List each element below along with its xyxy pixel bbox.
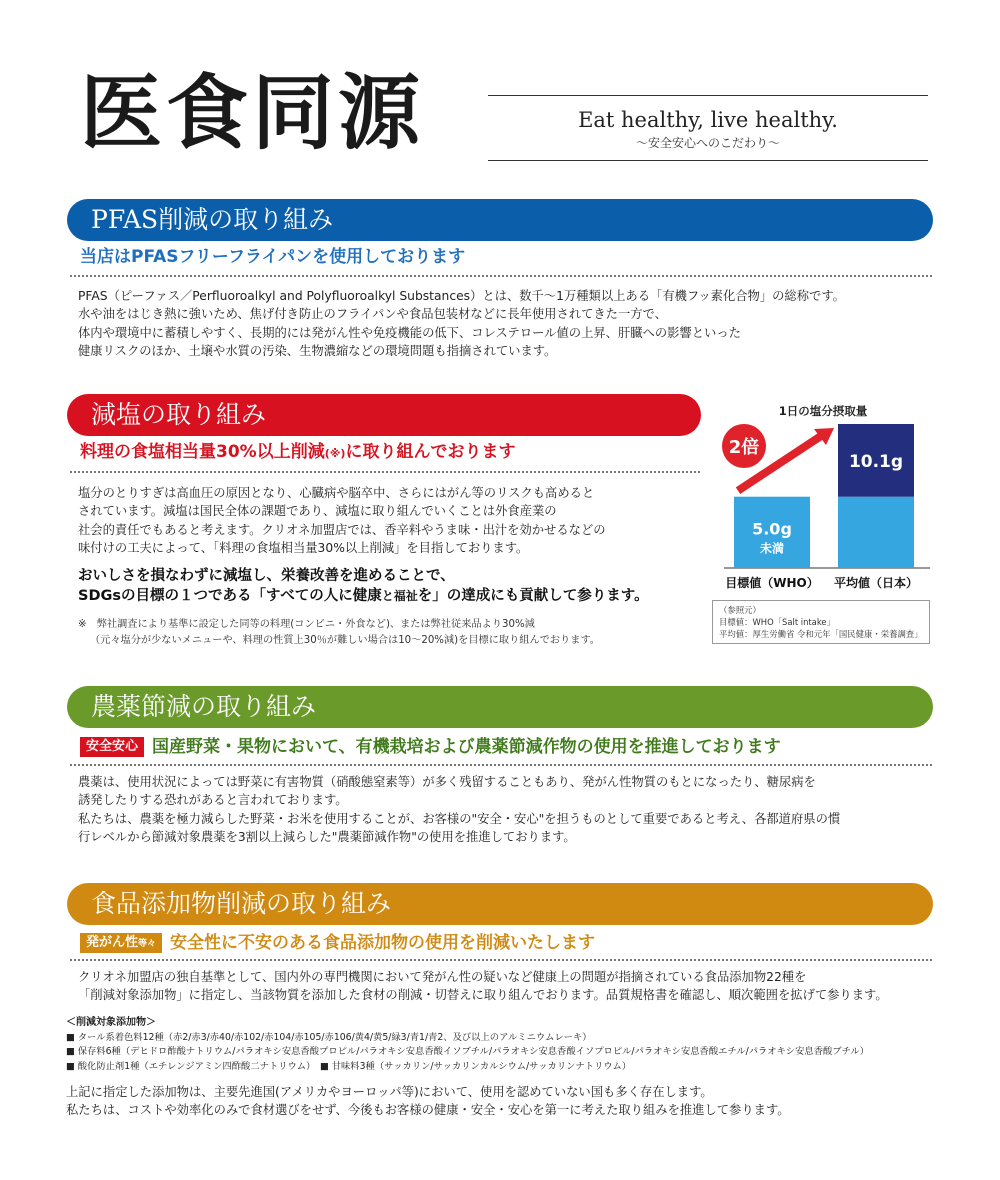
carcinogen-tag	[80, 933, 162, 953]
safety-tag: 安全安心	[80, 737, 144, 757]
salt-bold-line2	[78, 586, 649, 606]
chart-value-label-average: 10.1g	[848, 452, 904, 472]
additive-closing	[66, 1083, 790, 1120]
salt-bold-line2a: SDGsの目標の１つである「すべての人に健康	[78, 588, 382, 604]
additive-closing-line: 私たちは、コストや効率化のみで食材選びをせず、今後もお客様の健康・安全・安心を第一に考えた取り組みを推進して参ります。	[66, 1103, 790, 1118]
salt-note1: ※ 弊社調査により基準に設定した同等の料理(コンビニ・外食など)、または弊社従来品より30%減	[78, 619, 535, 630]
chart-reference-line: 目標値：WHO「Salt intake」	[719, 617, 835, 627]
pfas-divider	[70, 275, 932, 277]
salt-bold-line2c: を」の達成にも貢献して参ります。	[417, 588, 649, 604]
pfas-subtitle: 当店はPFASフリーフライパンを使用しております	[80, 247, 466, 267]
tagline: Eat healthy, live healthy.	[578, 108, 838, 132]
salt-bold-statement	[78, 566, 649, 606]
chart-bar-average-lower	[838, 497, 914, 568]
pesticide-divider	[70, 764, 932, 766]
salt-body-line: 社会的責任でもあると考えます。クリオネ加盟店では、香辛料やうま味・出汁を効かせるなどの	[78, 522, 606, 537]
additive-list-item: ■ 保存料6種（デヒドロ酢酸ナトリウム/パラオキシ安息香酸プロピル/パラオキシ安息香酸イソブチル/パラオキシ安息香酸イソプロピル/パラオキシ安息香酸エチル/パラオキシ安息香酸ブチル）	[66, 1046, 870, 1057]
salt-note2: （元々塩分が少ないメニューや、料理の性質上30％が難しい場合は10〜20%減)を目標に取り組んでおります。	[90, 635, 600, 646]
chart-value-label-target: 5.0g	[752, 519, 792, 539]
salt-body	[78, 484, 606, 558]
header-rule-bottom	[488, 160, 928, 161]
pesticide-body	[78, 773, 840, 847]
salt-footnote	[78, 617, 600, 649]
pesticide-body-line: 農薬は、使用状況によっては野菜に有害物質（硝酸態窒素等）が多く残留することもあり、発がん性物質のもとになったり、糖尿病を	[78, 775, 816, 789]
additive-list	[66, 1016, 869, 1074]
pesticide-body-line: 私たちは、農薬を極力減らした野菜・お米を使用することが、お客様の"安全・安心"を担うものとして重要であると考え、各都道府県の慣	[78, 811, 841, 826]
additive-list-item: ■ 酸化防止剤1種（エチレンジアミン四酢酸二ナトリウム） ■ 甘味料3種（サッカリン/サッカリンカルシウム/サッカリンナトリウム）	[66, 1060, 632, 1072]
chart-reference-line: （参照元）	[719, 605, 761, 615]
pesticide-body-line: 行レベルから節減対象農薬を3割以上減らした"農薬節減作物"の使用を推進しております。	[78, 830, 576, 845]
pesticide-body-line: 誘発したりする恐れがあると言われております。	[78, 793, 348, 808]
additive-divider	[70, 959, 932, 961]
salt-subtitle-b: に取り組んでおります	[345, 442, 516, 462]
salt-subtitle	[80, 441, 515, 465]
pfas-body-line: 健康リスクのほか、土壌や水質の汚染、生物濃縮などの環境問題も指摘されています。	[78, 344, 557, 359]
chart-reference-line: 平均値：厚生労働省 令和元年「国民健康・栄養調査」	[719, 629, 923, 639]
additive-list-header: ＜削減対象添加物＞	[66, 1017, 156, 1028]
additive-body-line: 「削減対象添加物」に指定し、当該物質を添加した食材の削減・切替えに取り組んでおります。品質規格書を確認し、順次範囲を拡げて参ります。	[78, 988, 888, 1003]
pfas-body	[78, 287, 845, 361]
salt-bold-line1: おいしさを損なわずに減塩し、栄養改善を進めることで、	[78, 568, 455, 584]
salt-body-line: 味付けの工夫によって、「料理の食塩相当量30%以上削減」を目指しております。	[78, 541, 529, 556]
tagline-sub: 〜安全安心へのこだわり〜	[635, 136, 780, 150]
salt-subtitle-mark: (※)	[324, 447, 346, 460]
pfas-body-line: PFAS（ピーファス／Perfluoroalkyl and Polyfluoroalkyl Substances）とは、数千〜1万種類以上ある「有機フッ素化合物」の総称です。	[78, 289, 845, 303]
chart-reference	[712, 600, 930, 644]
carcinogen-tag-text: 発がん性	[86, 935, 139, 950]
salt-divider	[70, 471, 700, 473]
pesticide-banner: 農薬節減の取り組み	[67, 686, 933, 728]
additive-subtitle: 安全性に不安のある食品添加物の使用を削減いたします	[170, 933, 596, 953]
chart-ratio-label: 2倍	[728, 437, 760, 458]
chart-title: 1日の塩分摂取量	[778, 404, 868, 418]
page-title: 医食同源	[80, 65, 425, 161]
additive-list-item: ■ タール系着色料12種（赤2/赤3/赤40/赤102/赤104/赤105/赤106/黄4/黄5/緑3/青1/青2、及び以上のアルミニウムレーキ）	[66, 1031, 592, 1043]
salt-bold-line2b: と福祉	[381, 589, 418, 603]
additive-subtitle-row	[80, 932, 595, 954]
salt-body-line: されています。減塩は国民全体の課題であり、減塩に取り組んでいくことは外食産業の	[78, 504, 557, 519]
additive-banner: 食品添加物削減の取り組み	[67, 883, 933, 925]
salt-banner: 減塩の取り組み	[67, 394, 701, 436]
additive-body	[78, 968, 888, 1005]
carcinogen-tag-suffix: 等々	[138, 939, 157, 949]
pesticide-subtitle-row	[80, 736, 781, 758]
additive-closing-line: 上記に指定した添加物は、主要先進国(アメリカやヨーロッパ等)において、使用を認めていない国も多く存在します。	[66, 1085, 713, 1099]
pfas-body-line: 体内や環境中に蓄積しやすく、長期的には発がん性や免疫機能の低下、コレステロール値の上昇、肝臓への影響といった	[78, 325, 741, 340]
salt-body-line: 塩分のとりすぎは高血圧の原因となり、心臓病や脳卒中、さらにはがん等のリスクも高めると	[78, 486, 595, 500]
pesticide-subtitle: 国産野菜・果物において、有機栽培および農薬節減作物の使用を推進しております	[152, 737, 781, 757]
additive-body-line: クリオネ加盟店の独自基準として、国内外の専門機関において発がん性の疑いなど健康上の問題が指摘されている食品添加物22種を	[78, 970, 807, 984]
chart-value-label-target-suffix: 未満	[759, 541, 785, 556]
chart-category-label: 平均値（日本）	[833, 576, 919, 590]
salt-intake-chart	[708, 420, 938, 595]
chart-category-label: 目標値（WHO）	[725, 576, 819, 590]
pfas-body-line: 水や油をはじき熱に強いため、焦げ付き防止のフライパンや食品包装材などに長年使用されてきた一方で、	[78, 307, 667, 322]
salt-subtitle-a: 料理の食塩相当量30%以上削減	[80, 442, 325, 462]
pfas-banner: PFAS削減の取り組み	[67, 199, 933, 241]
header-rule-top	[488, 95, 928, 96]
